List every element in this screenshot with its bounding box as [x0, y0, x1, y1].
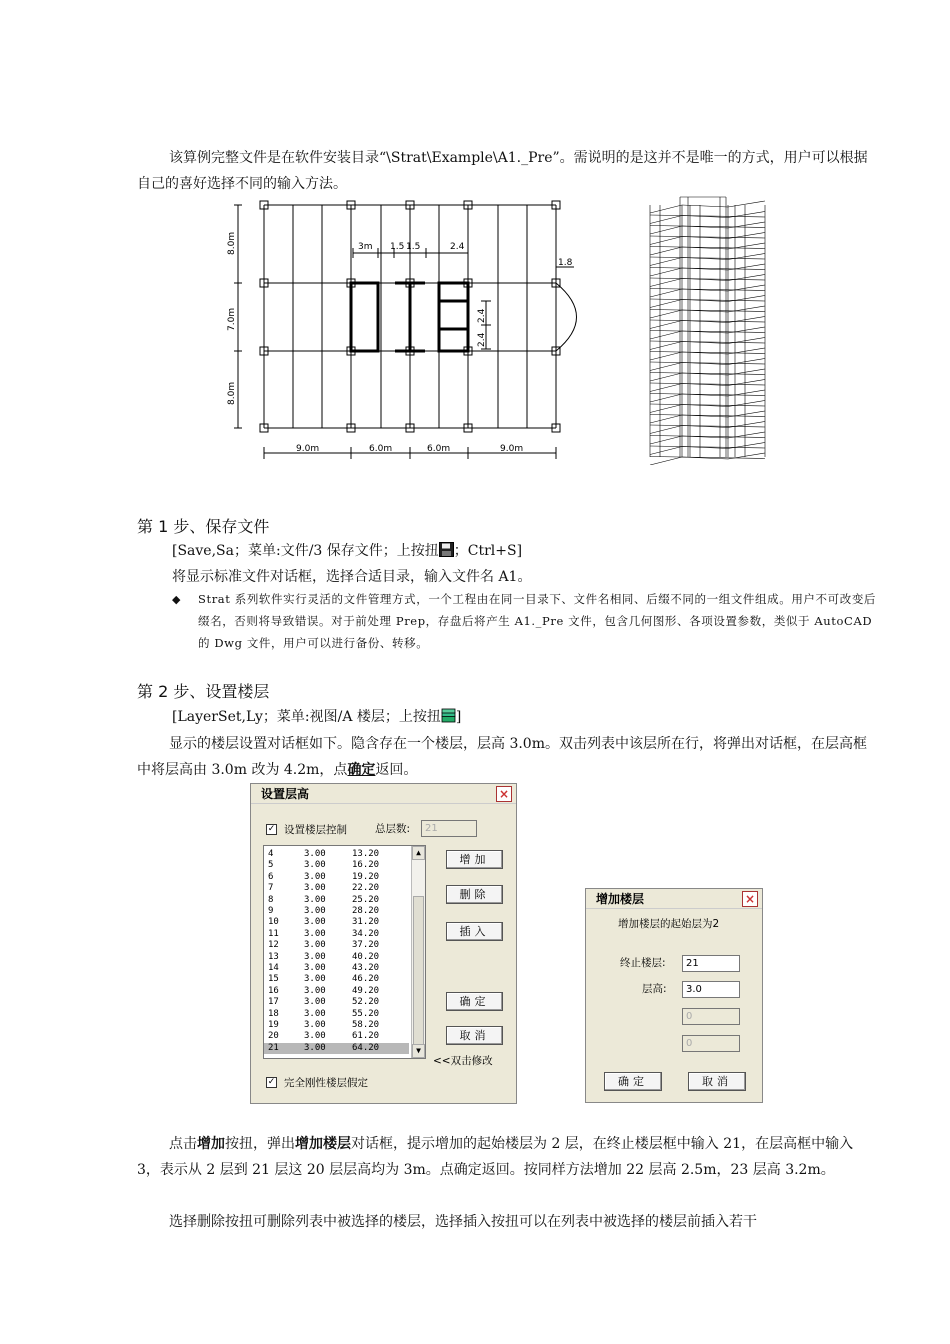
- dim-core-2: 2.4: [477, 332, 487, 347]
- floor-list-cell: 4: [268, 849, 274, 859]
- floor-list-cell: 8: [268, 894, 274, 905]
- floor-list-cell: 7: [268, 883, 274, 894]
- step1-command: [172, 541, 522, 561]
- floor-list-cell: 3.00: [304, 1008, 326, 1019]
- floor-list-cell: 5: [268, 860, 274, 871]
- floor-list-cell: 3.00: [304, 985, 326, 996]
- add-dialog-title: 增加楼层: [586, 889, 762, 909]
- floor-list-cell: 10: [268, 917, 279, 928]
- floor-list-cell: 20: [268, 1031, 279, 1042]
- floor-list-row[interactable]: [264, 1043, 409, 1054]
- floor-list-cell: 3.00: [304, 883, 326, 894]
- floor-list-cell: 3.00: [304, 906, 326, 916]
- floor-list-cell: 14: [268, 963, 279, 973]
- close-icon[interactable]: ×: [742, 891, 758, 907]
- scroll-up-icon[interactable]: ▲: [412, 846, 425, 860]
- add-dialog-ok-button[interactable]: 确定: [604, 1072, 662, 1091]
- floor-list-cell: 9: [268, 906, 274, 916]
- start-floor-text: 增加楼层的起始层为2: [618, 918, 720, 930]
- height-label: 层高:: [642, 983, 667, 995]
- floor-list-row[interactable]: [264, 849, 409, 860]
- floor-list-cell: 49.20: [352, 985, 380, 996]
- end-floor-label: 终止楼层:: [620, 957, 666, 969]
- scroll-down-icon[interactable]: ▼: [412, 1044, 425, 1058]
- floor-list-cell: 55.20: [352, 1008, 380, 1019]
- floor-list-cell: 3.00: [304, 917, 326, 928]
- para-after-t1: 点击: [169, 1136, 197, 1152]
- floor-list-cell: 3.00: [304, 849, 326, 859]
- floor-list-cell: 3.00: [304, 928, 326, 939]
- dim-bottom-3: 6.0m: [427, 444, 451, 454]
- floor-list-cell: 58.20: [352, 1020, 380, 1030]
- dim-vertical-1: 8.0m: [227, 231, 237, 255]
- height-input[interactable]: 3.0: [682, 981, 740, 998]
- floor-list-cell: 25.20: [352, 894, 380, 905]
- step2-command-text-a: [LayerSet,Ly；菜单:视图/A 楼层；上按扭: [172, 709, 441, 725]
- floor-control-checkbox[interactable]: ✓: [267, 824, 276, 834]
- floor-list-row[interactable]: [264, 860, 409, 871]
- dim-top-2: 1.5: [390, 242, 405, 252]
- floor-list-cell: 34.20: [352, 928, 380, 939]
- floor-list-cell: 37.20: [352, 940, 380, 951]
- double-click-hint: <<双击修改: [433, 1055, 493, 1067]
- step2-desc-a: 显示的楼层设置对话框如下。隐含存在一个楼层，层高 3.0m。双击列表中该层所在行，将弹出对话框，在层高框中将层高由 3.0m 改为 4.2m，点: [137, 736, 867, 778]
- floor-list-cell: 21: [268, 1042, 279, 1053]
- floor-list-row[interactable]: [264, 917, 409, 928]
- floor-list-cell: 3.00: [304, 963, 326, 973]
- delete-button[interactable]: 删除: [446, 885, 503, 904]
- dim-top-1: 3m: [358, 242, 373, 252]
- total-floors-label: 总层数:: [375, 823, 411, 835]
- insert-button[interactable]: 插入: [446, 922, 503, 941]
- floor-list-cell: 61.20: [352, 1031, 380, 1042]
- floor-list-row[interactable]: [264, 940, 409, 951]
- floor-list-cell: 52.20: [352, 997, 380, 1008]
- layers-icon[interactable]: [441, 708, 456, 723]
- list-scrollbar[interactable]: [411, 846, 425, 1058]
- delete-insert-paragraph: 选择删除按扭可删除列表中被选择的楼层，选择插入按扭可以在列表中被选择的楼层前插入若干: [169, 1214, 757, 1230]
- floor-list-row[interactable]: [264, 974, 409, 985]
- floor-list-cell: 11: [268, 928, 279, 939]
- step2-command: [172, 707, 461, 727]
- floor-list-cell: 18: [268, 1008, 279, 1019]
- floor-list-cell: 3.00: [304, 1020, 326, 1030]
- dim-core-1: 2.4: [477, 308, 487, 323]
- add-floor-dialog: [585, 888, 763, 1103]
- floor-list-row[interactable]: [264, 997, 409, 1008]
- step2-command-text-b: ]: [455, 709, 462, 725]
- floor-list-row[interactable]: [264, 1031, 409, 1042]
- floor-list-cell: 15: [268, 974, 279, 985]
- floor-control-label: 设置楼层控制: [284, 824, 347, 836]
- step1-command-text-a: [Save,Sa；菜单:文件/3 保存文件；上按扭: [172, 543, 439, 559]
- para-after-b1: 增加: [197, 1136, 225, 1152]
- floor-list-cell: 22.20: [352, 883, 380, 894]
- ok-button[interactable]: 确定: [446, 992, 503, 1011]
- add-dialog-cancel-button[interactable]: 取消: [688, 1072, 746, 1091]
- floor-list-cell: 3.00: [304, 951, 326, 962]
- dim-top-4: 2.4: [450, 242, 465, 252]
- diamond-bullet-icon: ◆: [172, 593, 181, 606]
- step1-desc: 将显示标准文件对话框，选择合适目录，输入文件名 A1。: [172, 569, 532, 585]
- dim-vertical-2: 7.0m: [227, 307, 237, 331]
- save-disk-icon[interactable]: [439, 542, 454, 557]
- dim-side: 1.8: [558, 258, 573, 268]
- floor-list-row[interactable]: [264, 895, 409, 906]
- floor-list-cell: 40.20: [352, 951, 380, 962]
- floor-list-row[interactable]: [264, 929, 409, 940]
- step2-desc: [137, 731, 879, 783]
- floor-list-row[interactable]: [264, 872, 409, 883]
- floor-list-cell: 3.00: [304, 871, 326, 882]
- floor-list-row[interactable]: [264, 1009, 409, 1020]
- rigid-floor-label: 完全刚性楼层假定: [284, 1077, 368, 1089]
- floor-list-cell: 3.00: [304, 1031, 326, 1042]
- disabled-field-1: 0: [682, 1008, 740, 1025]
- building-wireframe-3d: [640, 195, 775, 465]
- floor-list-cell: 46.20: [352, 974, 380, 985]
- dim-top-3: 1.5: [406, 242, 421, 252]
- floor-list-cell: 13: [268, 951, 279, 962]
- close-icon[interactable]: ×: [496, 786, 512, 802]
- floor-list-cell: 43.20: [352, 963, 380, 973]
- dim-bottom-2: 6.0m: [369, 444, 393, 454]
- floor-list-cell: 6: [268, 871, 274, 882]
- floor-list-row[interactable]: [264, 1020, 409, 1031]
- floor-list-cell: 19.20: [352, 871, 380, 882]
- floor-list-row[interactable]: [264, 963, 409, 974]
- total-floors-field: 21: [421, 820, 477, 837]
- floor-list-cell: 16: [268, 985, 279, 996]
- floor-list-cell: 64.20: [352, 1042, 380, 1053]
- floor-list-cell: 3.00: [304, 940, 326, 951]
- scroll-thumb[interactable]: [413, 896, 424, 1046]
- floor-height-dialog: [250, 783, 517, 1104]
- floor-list-row[interactable]: [264, 986, 409, 997]
- floor-list-cell: 28.20: [352, 906, 380, 916]
- floor-list-cell: 13.20: [352, 849, 380, 859]
- floor-list-cell: 12: [268, 940, 279, 951]
- floor-list-cell: 17: [268, 997, 279, 1008]
- para-after-t2: 按扭，弹出: [225, 1136, 295, 1152]
- step2-heading: 第 2 步、设置楼层: [137, 682, 270, 701]
- dialog-title: 设置层高: [251, 784, 516, 804]
- cancel-button[interactable]: 取消: [446, 1026, 503, 1045]
- floor-plan-drawing: [222, 195, 580, 465]
- step1-command-text-b: ；Ctrl+S]: [453, 543, 523, 559]
- add-floor-paragraph: [137, 1131, 879, 1183]
- step2-desc-b: 返回。: [375, 762, 418, 778]
- floor-list-cell: 3.00: [304, 974, 326, 985]
- floor-list[interactable]: [263, 845, 426, 1059]
- floor-list-row[interactable]: [264, 952, 409, 963]
- floor-list-row[interactable]: [264, 883, 409, 894]
- step1-note: Strat 系列软件实行灵活的文件管理方式，一个工程由在同一目录下、文件名相同、后缀不同的一组文件组成。用户不可改变后缀名，否则将导致错误。对于前处理 Prep，存盘后将产生 A1._Pre 文件，包含几何图形、各项设置参数，类似于 AutoCAD 的 Dwg 文件，用户可以进行备份、转移。: [198, 592, 877, 650]
- dim-bottom-1: 9.0m: [296, 444, 320, 454]
- disabled-field-2: 0: [682, 1035, 740, 1052]
- floor-list-cell: 3.00: [304, 894, 326, 905]
- dim-bottom-4: 9.0m: [500, 444, 524, 454]
- add-button[interactable]: 增加: [446, 850, 503, 869]
- para-after-b2: 增加楼层: [295, 1136, 351, 1152]
- floor-list-cell: 31.20: [352, 917, 380, 928]
- step1-heading: 第 1 步、保存文件: [137, 517, 270, 536]
- floor-list-cell: 3.00: [304, 997, 326, 1008]
- floor-list-row[interactable]: [264, 906, 409, 917]
- floor-list-cell: 19: [268, 1020, 279, 1030]
- floor-list-cell: 3.00: [304, 860, 326, 871]
- floor-list-cell: 3.00: [304, 1042, 326, 1053]
- rigid-floor-checkbox[interactable]: ✓: [267, 1077, 276, 1087]
- para-after-t3: 对话框，提示增加的起始楼层为 2 层，在终止楼层框中输入 21，在层高框中输入 3，表示从 2 层到 21 层这 20 层层高均为 3m。点确定返回。按同样方法增加 22 层高 2.5m，23 层高 3.2m。: [137, 1136, 854, 1178]
- intro-paragraph: 该算例完整文件是在软件安装目录“\Strat\Example\A1._Pre”。需说明的是这并不是唯一的方式，用户可以根据自己的喜好选择不同的输入方法。: [137, 150, 868, 192]
- floor-list-cell: 16.20: [352, 860, 380, 871]
- end-floor-input[interactable]: 21: [682, 955, 740, 972]
- ok-link-text: 确定: [347, 762, 376, 778]
- dim-vertical-3: 8.0m: [227, 381, 237, 405]
